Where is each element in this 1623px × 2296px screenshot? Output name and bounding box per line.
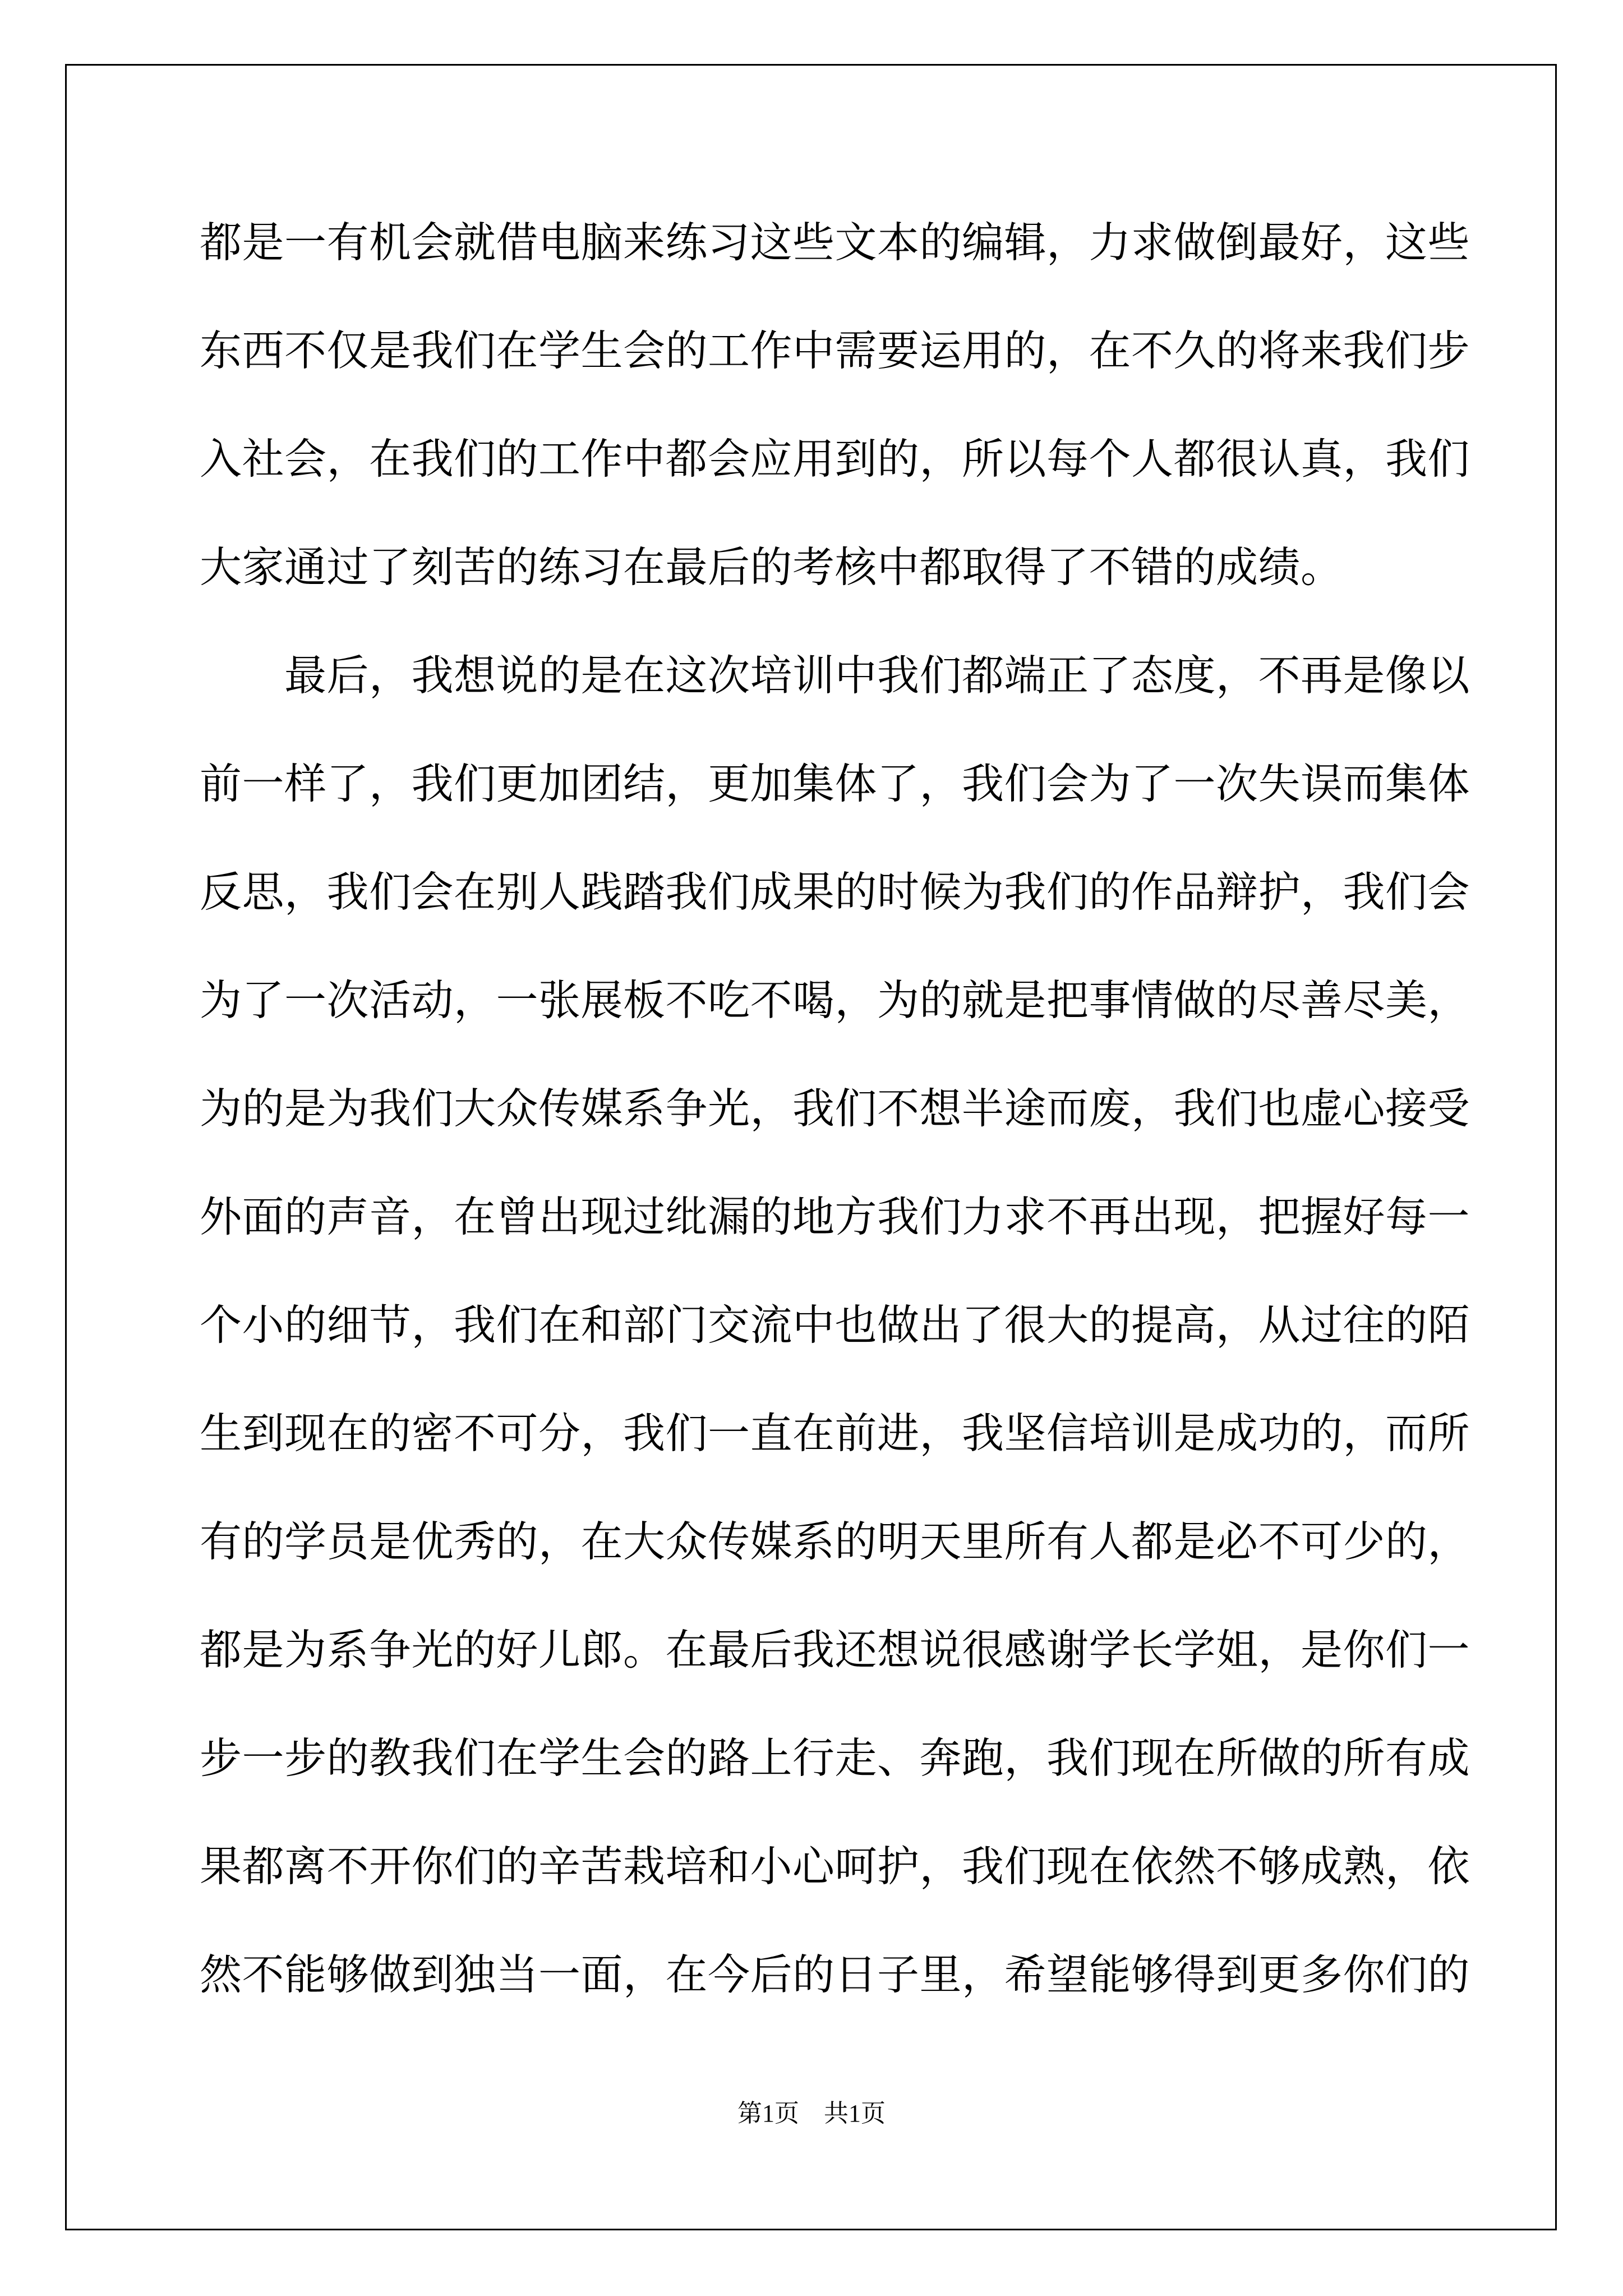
text-line: 东西不仅是我们在学生会的工作中需要运用的，在不久的将来我们步 bbox=[200, 326, 1470, 375]
page-border bbox=[65, 64, 1557, 2230]
text-line: 都是为系争光的好儿郎。在最后我还想说很感谢学长学姐，是你们一 bbox=[200, 1625, 1470, 1674]
text-line: 入社会，在我们的工作中都会应用到的，所以每个人都很认真，我们 bbox=[200, 434, 1470, 484]
page-footer: 第1页 共1页 bbox=[737, 2100, 886, 2127]
text-line: 步一步的教我们在学生会的路上行走、奔跑，我们现在所做的所有成 bbox=[200, 1733, 1470, 1783]
text-line: 然不能够做到独当一面，在今后的日子里，希望能够得到更多你们的 bbox=[200, 1950, 1470, 1999]
text-line: 为的是为我们大众传媒系争光，我们不想半途而废，我们也虚心接受 bbox=[200, 1084, 1470, 1133]
text-line: 前一样了，我们更加团结，更加集体了，我们会为了一次失误而集体 bbox=[200, 759, 1470, 808]
text-line: 都是一有机会就借电脑来练习这些文本的编辑，力求做倒最好，这些 bbox=[200, 218, 1470, 267]
text-line: 为了一次活动，一张展板不吃不喝，为的就是把事情做的尽善尽美， bbox=[200, 976, 1470, 1025]
text-line: 大家通过了刻苦的练习在最后的考核中都取得了不错的成绩。 bbox=[200, 542, 1343, 592]
text-line: 生到现在的密不可分，我们一直在前进，我坚信培训是成功的，而所 bbox=[200, 1409, 1470, 1458]
text-line: 个小的细节，我们在和部门交流中也做出了很大的提高，从过往的陌 bbox=[200, 1300, 1470, 1350]
text-line: 外面的声音，在曾出现过纰漏的地方我们力求不再出现，把握好每一 bbox=[200, 1192, 1470, 1241]
text-line: 有的学员是优秀的，在大众传媒系的明天里所有人都是必不可少的， bbox=[200, 1517, 1470, 1566]
text-line: 最后，我想说的是在这次培训中我们都端正了态度，不再是像以 bbox=[200, 651, 1470, 700]
text-line: 反思，我们会在别人践踏我们成果的时候为我们的作品辩护，我们会 bbox=[200, 867, 1470, 917]
text-line: 果都离不开你们的辛苦栽培和小心呵护，我们现在依然不够成熟，依 bbox=[200, 1842, 1470, 1891]
